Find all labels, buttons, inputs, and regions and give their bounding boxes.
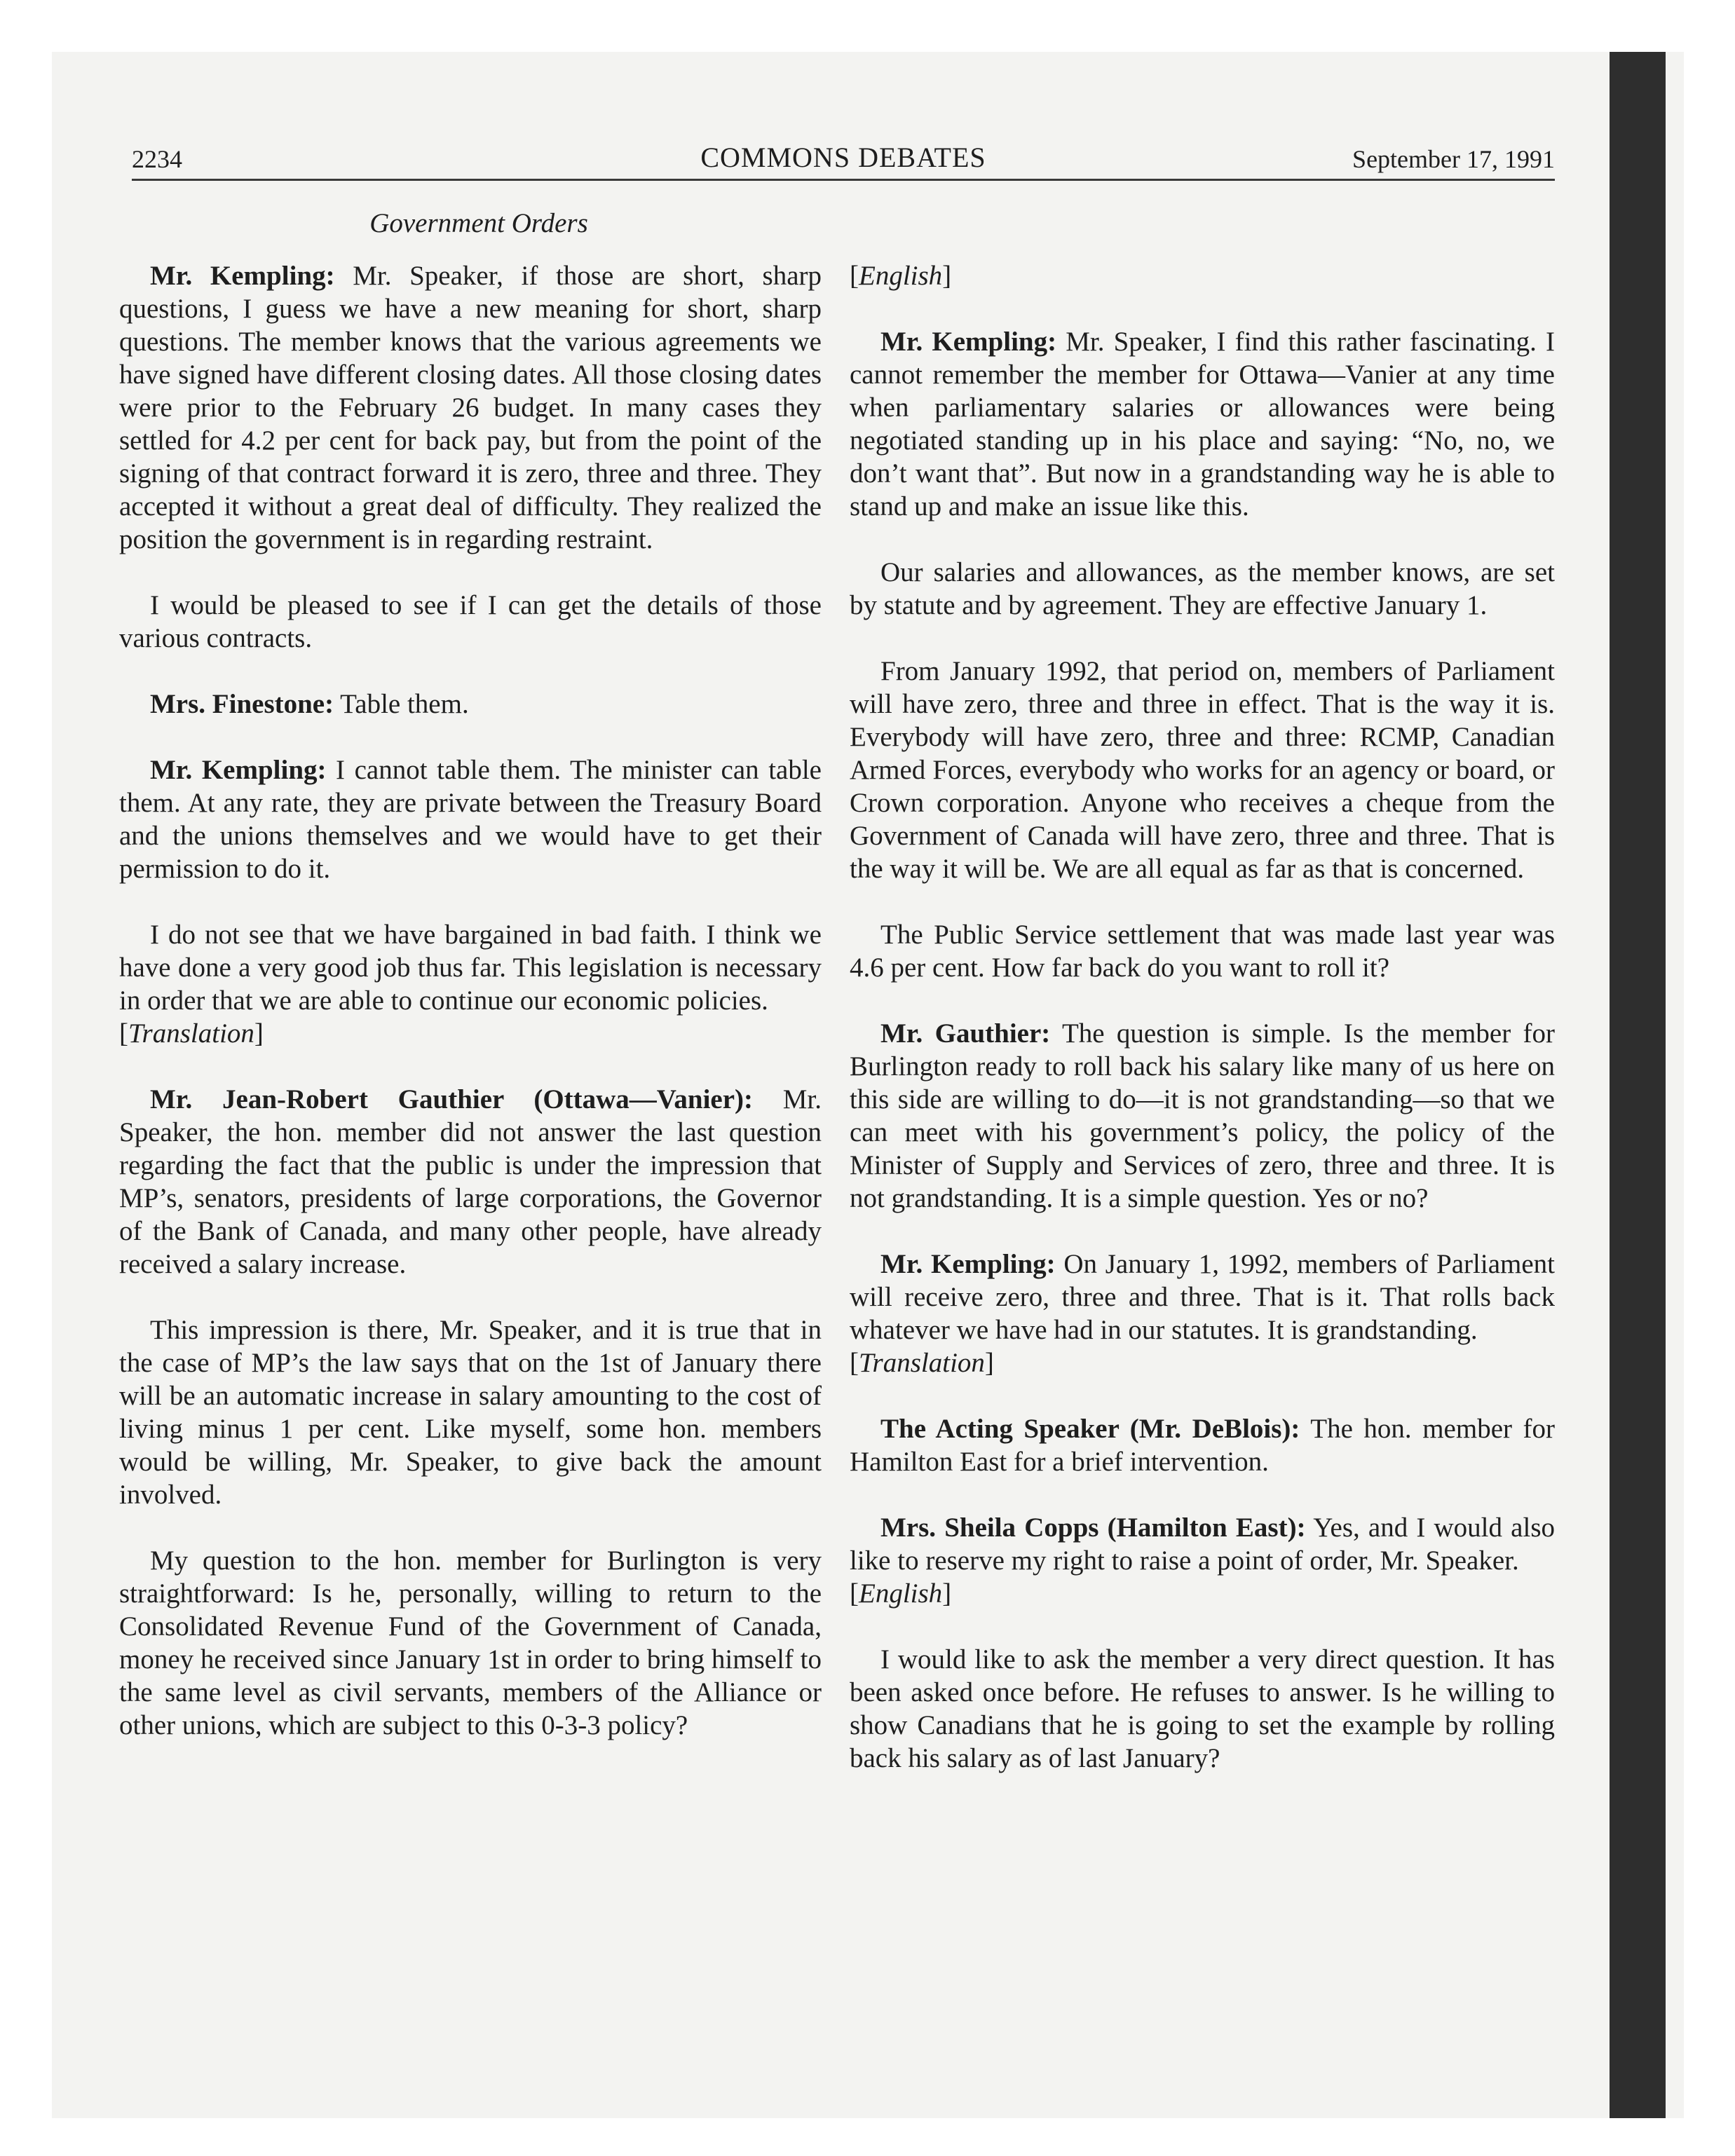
speaker-name: Mr. Jean-Robert Gauthier (Ottawa—Vanier): [150, 1084, 754, 1114]
speaker-name: Mr. Kempling: [880, 327, 1057, 357]
language-label: Translation [128, 1018, 254, 1049]
publication-date: September 17, 1991 [1352, 145, 1555, 173]
paragraph-text: From January 1992, that period on, members of Parliament will have zero, three and three in effect. That is the way it is. Everybody will have zero, three and three: RCMP, Canadian Armed Forces, everybody who works for an agency or board, or Crown corporation. Anyone who receives a cheque from the Government of Canada will have zero, three and three. That is the way it will be. We are all equal as far as that is concerned. [850, 656, 1555, 884]
scan-shadow-edge [1610, 52, 1666, 2118]
paragraph-text: Yes, and I would also like to reserve my right to raise a point of order, Mr. Speaker. [850, 1513, 1555, 1576]
speaker-name: Mr. Kempling: [880, 1249, 1056, 1279]
paragraph [850, 1643, 1555, 1775]
page-header [132, 137, 1555, 179]
paragraph-text: Mr. Speaker, if those are short, sharp questions, I guess we have a new meaning for short, sharp questions. The member knows that the various agreements we have signed have different closing dates. All those closing dates were prior to the February 26 budget. In many cases they settled for 4.2 per cent for back pay, but from the point of the signing of that contract forward it is zero, three and three. They accepted it without a great deal of difficulty. They realized the position the government is in regarding restraint. [119, 261, 822, 554]
speaker-name: Mr. Kempling: [150, 755, 327, 785]
language-marker: [English] [850, 1578, 952, 1609]
paragraph [850, 655, 1555, 885]
paragraph [119, 1314, 822, 1511]
speech-paragraph [119, 1083, 822, 1281]
paragraph-text: The hon. member for Hamilton East for a brief intervention. [850, 1414, 1556, 1477]
paragraph [850, 556, 1555, 622]
language-label: English [859, 1578, 943, 1609]
speaker-name: Mrs. Finestone: [150, 689, 334, 719]
language-label: Translation [859, 1348, 985, 1378]
paragraph-text: Mr. Speaker, I find this rather fascinating. I cannot remember the member for Ottawa—Vanier at any time when parliamentary salaries or allowances were being negotiated standing up in his place and saying: “No, no, we don’t want that”. But now in a grandstanding way he is able to stand up and make an issue like this. [850, 327, 1555, 521]
header-rule [132, 179, 1555, 181]
paragraph-text: The Public Service settlement that was made last year was 4.6 per cent. How far back do you want to roll it? [850, 920, 1555, 983]
paragraph [119, 918, 822, 1017]
paragraph [119, 1544, 822, 1742]
language-label: English [859, 261, 943, 291]
speech-paragraph [850, 325, 1555, 523]
left-column [119, 259, 822, 1742]
speech-paragraph [850, 1412, 1555, 1478]
language-marker: [Translation] [119, 1018, 264, 1049]
paragraph-text: The question is simple. Is the member for Burlington ready to roll back his salary like many of us here on this side are willing to do—it is not grandstanding—so that we can meet with his government’s policy, the policy of the Minister of Supply and Services of zero, three and three. It is not grandstanding. It is a simple question. Yes or no? [850, 1018, 1556, 1213]
paragraph-text: I would be pleased to see if I can get the details of those various contracts. [119, 590, 822, 653]
paragraph [119, 589, 822, 655]
paragraph-text: Our salaries and allowances, as the member knows, are set by statute and by agreement. They are effective January 1. [850, 557, 1555, 620]
speech-paragraph [119, 259, 822, 556]
paragraph-text: Table them. [334, 689, 469, 719]
speaker-name: Mr. Gauthier: [880, 1018, 1051, 1049]
paragraph-text: My question to the hon. member for Burlington is very straightforward: Is he, personally, willing to return to the Consolidated Revenue Fund of the Government of Canada, money he received since January 1st in order to bring himself to the same level as civil servants, members of the Alliance or other unions, which are subject to this 0-3-3 policy? [119, 1546, 822, 1740]
paragraph-text: On January 1, 1992, members of Parliament will receive zero, three and three. That is it. That rolls back whatever we have had in our statutes. It is grandstanding. [850, 1249, 1555, 1345]
publication-title: COMMONS DEBATES [700, 142, 986, 173]
speech-paragraph [850, 1248, 1555, 1346]
speech-paragraph [119, 753, 822, 885]
speech-paragraph [850, 1511, 1555, 1577]
speech-paragraph [850, 1017, 1555, 1215]
speaker-name: Mrs. Sheila Copps (Hamilton East): [880, 1513, 1306, 1543]
section-title: Government Orders [369, 208, 588, 238]
paragraph-text: I cannot table them. The minister can table them. At any rate, they are private between the Treasury Board and the unions themselves and we would have to get their permission to do it. [119, 755, 822, 884]
right-column [850, 259, 1555, 1775]
paragraph-text: I would like to ask the member a very direct question. It has been asked once before. He refuses to answer. Is he willing to show Canadians that he is going to set the example by rolling back his salary as of last January? [850, 1644, 1555, 1773]
paragraph-text: This impression is there, Mr. Speaker, and it is true that in the case of MP’s the law says that on the 1st of January there will be an automatic increase in salary amounting to the cost of living minus 1 per cent. Like myself, some hon. members would be willing, Mr. Speaker, to give back the amount involved. [119, 1315, 822, 1510]
speech-paragraph [119, 688, 822, 721]
language-marker: [English] [850, 261, 952, 291]
speaker-name: Mr. Kempling: [150, 261, 335, 291]
paragraph [850, 918, 1555, 984]
language-marker: [Translation] [850, 1348, 994, 1378]
paragraph-text: I do not see that we have bargained in bad faith. I think we have done a very good job thus far. This legislation is necessary in order that we are able to continue our economic policies. [119, 920, 822, 1016]
paragraph-text: Mr. Speaker, the hon. member did not answer the last question regarding the fact that the public is under the impression that MP’s, senators, presidents of large corporations, the Governor of the Bank of Canada, and many other people, have already received a salary increase. [119, 1084, 822, 1279]
speaker-name: The Acting Speaker (Mr. DeBlois): [880, 1414, 1300, 1444]
page-number: 2234 [132, 145, 182, 173]
